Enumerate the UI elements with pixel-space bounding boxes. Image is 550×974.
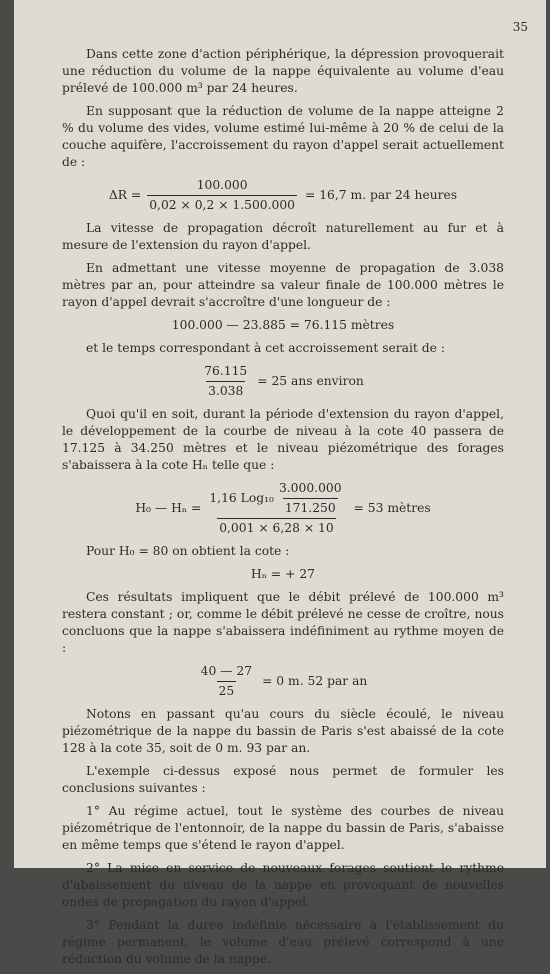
paragraph-6: Quoi qu'il en soit, durant la période d'extension du rayon d'appel, le développement de la courbe de niveau à la cote 40 passera de 17.125 à 34.250 mètres et le niveau piézométrique des forages s'abaissera à la cote Hₙ telle que : [62,407,504,472]
paragraph-3: La vitesse de propagation décroît naturellement au fur et à mesure de l'extension du rayon d'appel. [62,221,504,252]
formula-length: 100.000 — 23.885 = 76.115 mètres [171,318,395,332]
formula-delta-r-denominator: 0,02 × 0,2 × 1.500.000 [147,195,297,214]
formula-rate-numerator: 40 — 27 [200,664,253,678]
formula-time-numerator: 76.115 [204,364,248,378]
paragraph-7: Pour H₀ = 80 on obtient la cote : [86,544,290,558]
formula-rate-rhs: = 0 m. 52 par an [262,674,368,688]
paragraph-9: Notons en passant qu'au cours du siècle écoulé, le niveau piézométrique de la nappe du bassin de Paris s'est abaissé de la cote 128 à la cote 35, soit de 0 m. 93 par an. [62,707,504,755]
formula-level-inner-denominator: 171.250 [283,498,338,517]
paragraph-5: et le temps correspondant à cet accroissement serait de : [86,341,445,355]
page-number: 35 [512,20,528,34]
paragraph-8: Ces résultats impliquent que le débit prélevé de 100.000 m³ restera constant ; or, comme le débit prélevé ne cesse de croître, nous concluons que la nappe s'abaissera indéfiniment au rythme moyen de : [62,590,504,655]
formula-time [62,363,504,400]
formula-delta-r-lhs: ΔR = [108,188,142,202]
conclusion-3: 3° Pendant la durée indéfinie nécessaire à l'établissement du régime permanent, le volume d'eau prélevé correspond à une réduction du volume de la nappe. [62,918,504,966]
page-content [62,46,504,974]
paragraph-10: L'exemple ci-dessus exposé nous permet de formuler les conclusions suivantes : [62,764,504,795]
formula-hn: Hₙ = + 27 [250,567,316,581]
formula-level-fraction [207,480,345,537]
formula-rate [62,663,504,700]
formula-rate-fraction [199,663,254,700]
conclusion-2: 2° La mise en service de nouveaux forages soutient le rythme d'abaissement du niveau de la nappe en provoquant de nouvelles ondes de propagation du rayon d'appel. [62,861,504,909]
formula-delta-r-rhs: = 16,7 m. par 24 heures [305,188,458,202]
formula-level-denominator: 0,001 × 6,28 × 10 [217,518,335,537]
formula-level-rhs: = 53 mètres [353,501,431,515]
formula-level-inner-fraction [277,480,344,517]
formula-level [62,480,504,537]
formula-time-fraction [202,363,249,400]
conclusion-1: 1° Au régime actuel, tout le système des courbes de niveau piézométrique de l'entonnoir, de la nappe du bassin de Paris, s'abaisse en même temps que s'étend le rayon d'appel. [62,804,504,852]
document-page [14,0,546,966]
formula-delta-r [62,177,504,214]
formula-level-inner-numerator: 3.000.000 [278,481,342,495]
paragraph-2: En supposant que la réduction de volume de la nappe atteigne 2 % du volume des vides, volume estimé lui-même à 20 % de celui de la couche aquifère, l'accroissement du rayon d'appel serait actuellement de : [62,104,504,169]
formula-rate-denominator: 25 [217,681,237,700]
formula-time-rhs: = 25 ans environ [257,374,364,388]
formula-delta-r-numerator: 100.000 [196,178,248,192]
paragraph-1: Dans cette zone d'action périphérique, la dépression provoquerait une réduction du volume de la nappe équivalente au volume d'eau prélevé de 100.000 m³ par 24 heures. [62,47,504,95]
formula-level-numerator [207,480,345,518]
formula-level-log-coef: 1,16 Log₁₀ [209,491,274,505]
formula-time-denominator: 3.038 [206,381,245,400]
formula-delta-r-fraction [147,177,297,214]
paragraph-4: En admettant une vitesse moyenne de propagation de 3.038 mètres par an, pour atteindre sa valeur finale de 100.000 mètres le rayon d'appel devrait s'accroître d'une longueur de : [62,261,504,309]
formula-level-lhs: H₀ — Hₙ = [135,501,202,515]
